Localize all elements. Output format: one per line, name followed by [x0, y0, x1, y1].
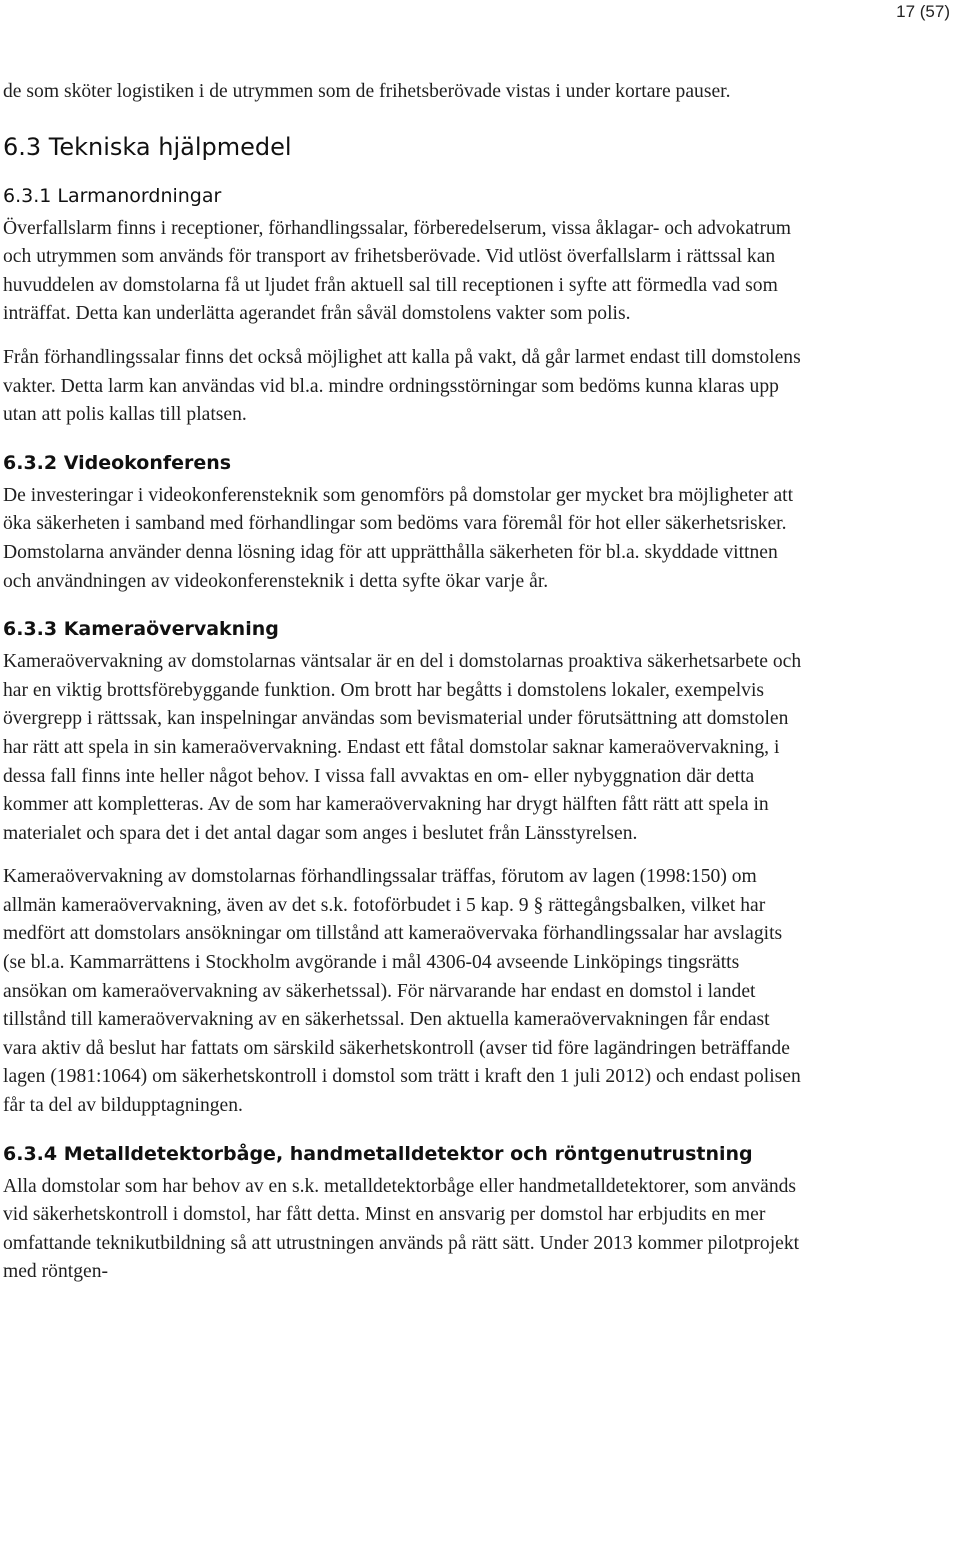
heading-6-3-1: 6.3.1 Larmanordningar: [3, 184, 222, 207]
page-content: [3, 78, 803, 1287]
page-number: 17 (57): [896, 2, 950, 21]
heading-6-3-4: 6.3.4 Metalldetektorbåge, handmetalldetektor och röntgenutrustning: [3, 1142, 753, 1165]
paragraph-larm-2: Från förhandlingssalar finns det också möjlighet att kalla på vakt, då går larmet endast till domstolens vakter. Detta larm kan användas vid bl.a. mindre ordningsstörningar som bedöms kunna klaras upp utan att polis kallas till platsen.: [3, 346, 801, 426]
paragraph-kamera-1: Kameraövervakning av domstolarnas väntsalar är en del i domstolarnas proaktiva säkerhetsarbete och har en viktig brottsförebyggande funktion. Om brott har begåtts i domstolens lokaler, exempelvis övergrepp i rättssak, kan inspelningar användas som bevismaterial under förutsättning att domstolen har rätt att spela in sin kameraövervakning. Endast ett fåtal domstolar saknar kameraövervakning, i dessa fall finns inte heller något behov. I vissa fall avvaktas en om- eller nybyggnation där detta kommer att kompletteras. Av de som har kameraövervakning har drygt hälften fått rätt att spela in materialet och spara det i det antal dagar som anges i beslutet från Länsstyrelsen.: [3, 651, 802, 844]
paragraph-larm-1: Överfallslarm finns i receptioner, förhandlingssalar, förberedelserum, vissa åklagar- och advokatrum och utrymmen som används för transport av frihetsberövade. Vid utlöst överfallslarm i rättssal kan huvuddelen av domstolarna få ut ljudet från aktuell sal till receptionen i syfte att förmedla vad som inträffat. Detta kan underlätta agerandet från såväl domstolens vakter som polis.: [3, 217, 792, 325]
paragraph-video-1: De investeringar i videokonferensteknik som genomförs på domstolar ger mycket bra möjligheter att öka säkerheten i samband med förhandlingar som bedöms vara föremål för hot eller säkerhetsrisker. Domstolarna använder denna lösning idag för att upprätthålla säkerheten för bl.a. skyddade vittnen och användningen av videokonferensteknik i detta syfte ökar varje år.: [3, 484, 794, 592]
heading-6-3-3: 6.3.3 Kameraövervakning: [3, 618, 279, 641]
paragraph-intro: de som sköter logistiken i de utrymmen som de frihetsberövade vistas i under kortare pauser.: [3, 81, 731, 102]
paragraph-kamera-2: Kameraövervakning av domstolarnas förhandlingssalar träffas, förutom av lagen (1998:150) om allmän kameraövervakning, även av det s.k. fotoförbudet i 5 kap. 9 § rättegångsbalken, vilket har medfört att domstolars ansökningar om tillstånd att kameraövervaka förhandlingssalar har avslagits (se bl.a. Kammarrättens i Stockholm avgörande i mål 4306-04 avseende Linköpings tingsrätts ansökan om kameraövervakning av säkerhetssal). För närvarande har endast en domstol i landet tillstånd till kameraövervakning av en säkerhetssal. Den aktuella kameraövervakningen får endast vara aktiv då beslut har fattats om särskild säkerhetskontroll (avser tid före lagändringen beträffande lagen (1981:1064) om säkerhetskontroll i domstol som trätt i kraft den 1 juli 2012) och endast polisen får ta del av bildupptagningen.: [3, 866, 801, 1117]
heading-6-3-2: 6.3.2 Videokonferens: [3, 451, 232, 474]
paragraph-metall-1: Alla domstolar som har behov av en s.k. metalldetektorbåge eller handmetalldetektorer, som används vid säkerhetskontroll i domstol, har fått detta. Minst en ansvarig per domstol har erbjudits en mer omfattande teknikutbildning så att utrustningen används på rätt sätt. Under 2013 kommer pilotprojekt med röntgen-: [3, 1175, 800, 1283]
heading-6-3: 6.3 Tekniska hjälpmedel: [3, 132, 292, 161]
